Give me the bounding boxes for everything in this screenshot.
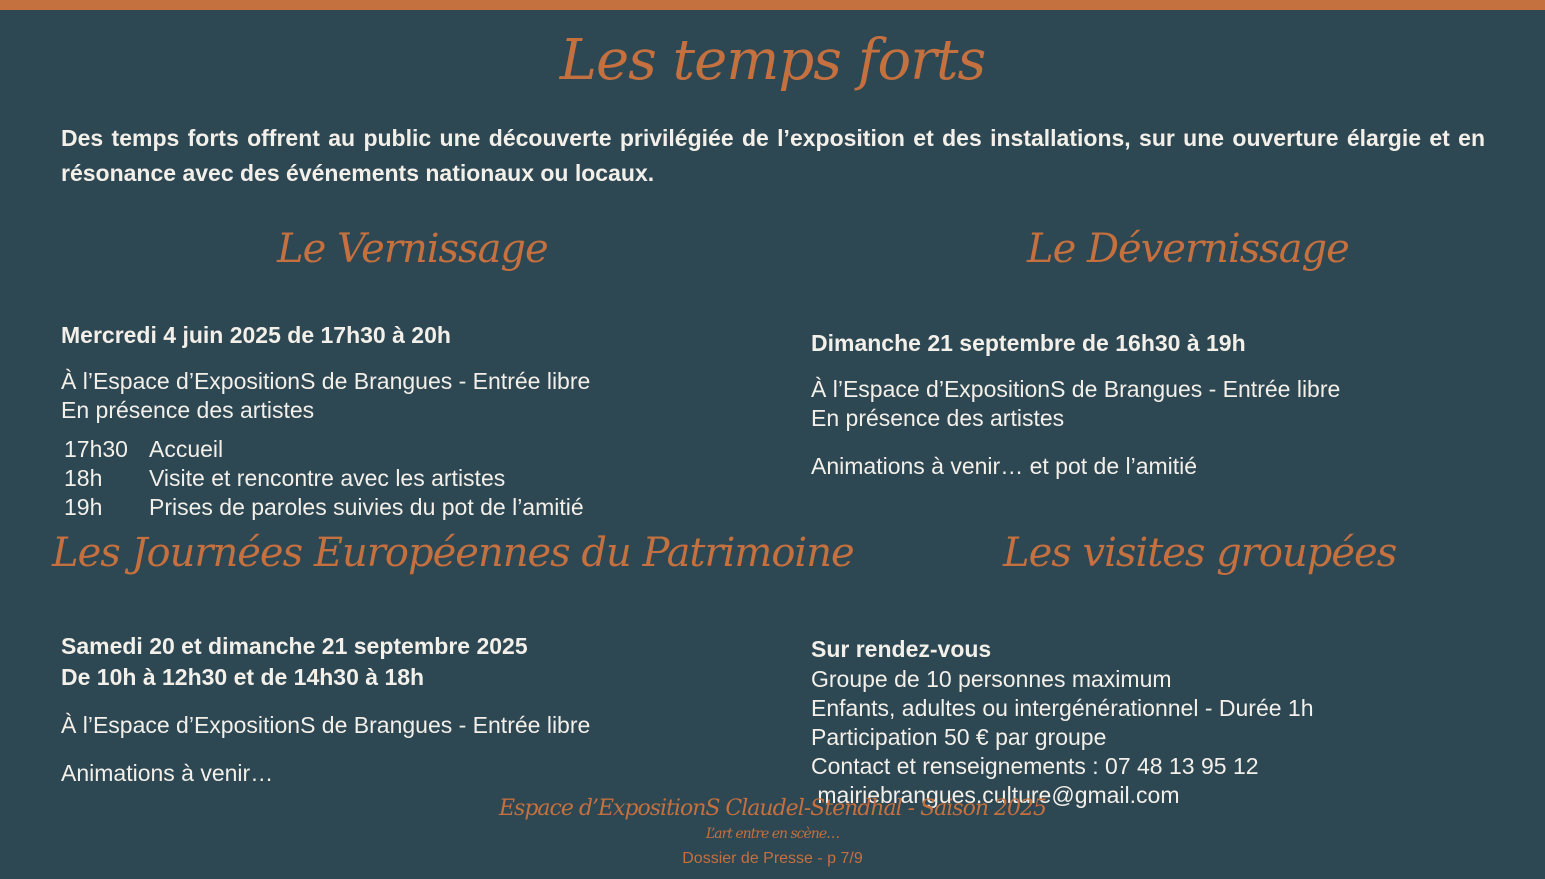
top-accent-bar — [0, 0, 1545, 10]
schedule-time: 18h — [64, 465, 103, 491]
section-devernissage — [811, 226, 1349, 481]
patrimoine-animations: Animations à venir… — [61, 760, 274, 786]
groupees-line: Groupe de 10 personnes maximum — [811, 666, 1172, 692]
schedule-row — [64, 435, 590, 464]
vernissage-place: À l’Espace d’ExpositionS de Brangues - Entrée libre — [61, 368, 591, 394]
devernissage-presence: En présence des artistes — [811, 405, 1065, 431]
groupees-title: Les visites groupées — [1003, 530, 1397, 576]
devernissage-animations: Animations à venir… et pot de l’amitié — [811, 453, 1198, 479]
section-vernissage — [61, 226, 590, 522]
schedule-row — [64, 493, 590, 522]
page-title: Les temps forts — [559, 28, 986, 93]
footer-venue: Espace d’ExpositionS Claudel-Stendhal - Saison 2025 — [499, 796, 1046, 821]
schedule-time: 17h30 — [64, 436, 128, 462]
footer-tagline: L’art entre en scène… — [705, 826, 840, 842]
schedule-label: Visite et rencontre avec les artistes — [149, 465, 506, 491]
groupees-contact: Contact et renseignements : 07 48 13 95 12 — [811, 753, 1259, 779]
vernissage-title: Le Vernissage — [277, 226, 548, 272]
devernissage-date: Dimanche 21 septembre de 16h30 à 19h — [811, 330, 1246, 356]
vernissage-date: Mercredi 4 juin 2025 de 17h30 à 20h — [61, 322, 451, 348]
schedule-label: Prises de paroles suivies du pot de l’amitié — [149, 494, 584, 520]
groupees-rdv: Sur rendez-vous — [811, 636, 992, 662]
vernissage-presence: En présence des artistes — [61, 397, 315, 423]
devernissage-place: À l’Espace d’ExpositionS de Brangues - Entrée libre — [811, 376, 1341, 402]
schedule-time: 19h — [64, 494, 103, 520]
section-patrimoine — [52, 530, 863, 788]
groupees-line: Enfants, adultes ou intergénérationnel - Durée 1h — [811, 695, 1314, 721]
patrimoine-title: Les Journées Européennes du Patrimoine — [52, 530, 854, 576]
patrimoine-date: Samedi 20 et dimanche 21 septembre 2025 — [61, 633, 528, 659]
patrimoine-place: À l’Espace d’ExpositionS de Brangues - Entrée libre — [61, 712, 591, 738]
groupees-email: mairiebrangues.culture@gmail.com — [811, 782, 1180, 808]
patrimoine-hours: De 10h à 12h30 et de 14h30 à 18h — [61, 664, 425, 690]
intro-paragraph: Des temps forts offrent au public une découverte privilégiée de l’exposition et des installations, sur une ouverture élargie et en résonance avec des événements nationaux ou locaux. — [61, 125, 1485, 186]
groupees-line: Participation 50 € par groupe — [811, 724, 1107, 750]
footer-page-number: Dossier de Presse - p 7/9 — [682, 850, 863, 867]
devernissage-title: Le Dévernissage — [1027, 226, 1349, 272]
schedule-row — [64, 464, 590, 493]
section-visites-groupees — [811, 530, 1397, 810]
schedule-label: Accueil — [149, 436, 224, 462]
